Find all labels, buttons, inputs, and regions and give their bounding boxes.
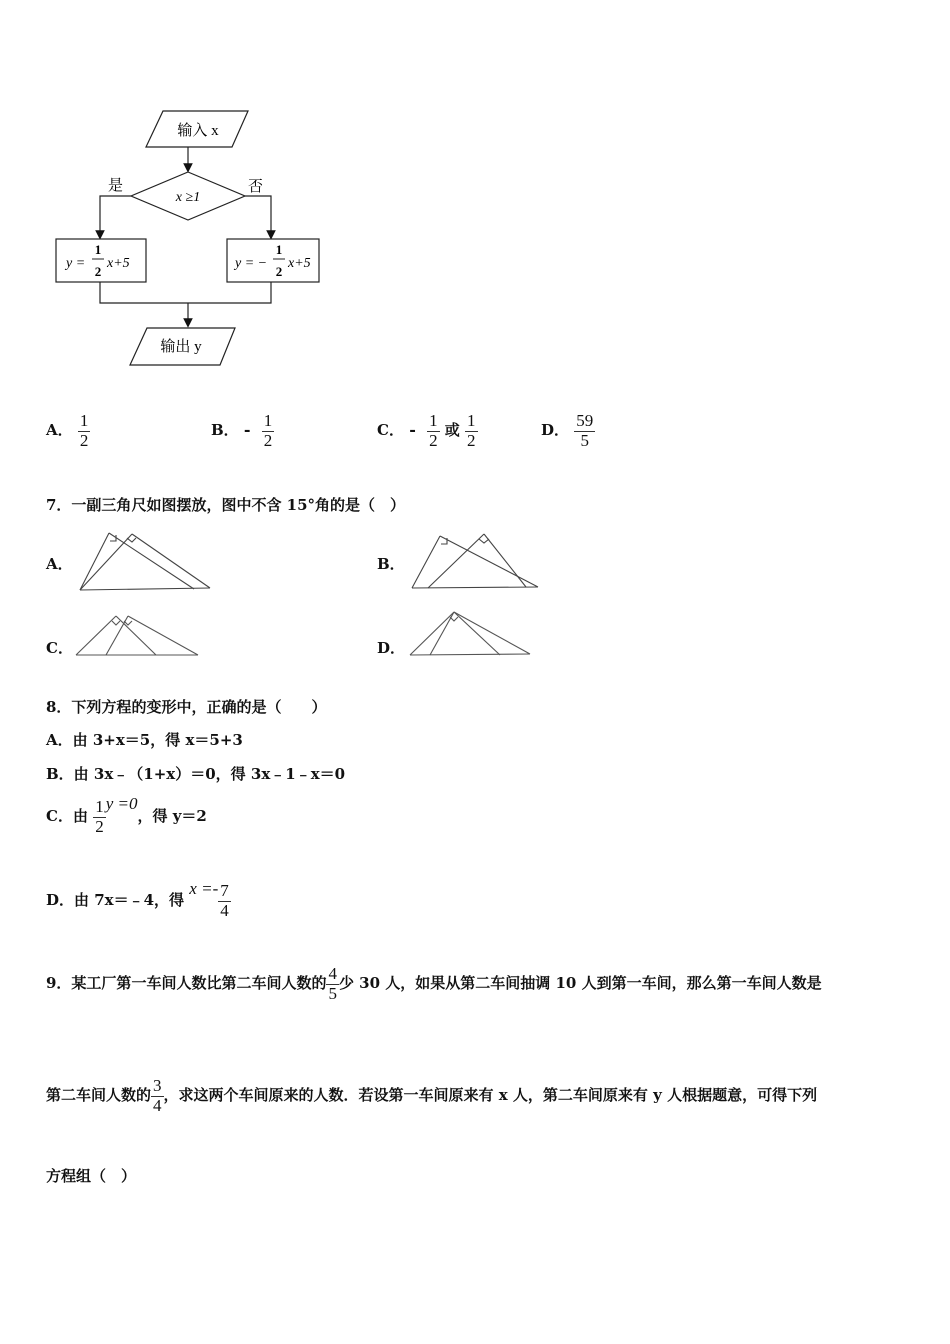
q7-a-label: A． [46,555,73,573]
q8-stem: 8．下列方程的变形中，正确的是（ ） [46,698,327,716]
right-box-den: 2 [275,264,283,279]
left-box-rhs: x+5 [107,256,130,271]
q7-stem: 7．一副三角尺如图摆放，图中不含 15°角的是（ ） [46,496,406,514]
q6-option-c: C． - $\frac{1}{2}$ 或 $\frac{1}{2}$ [377,411,476,450]
right-box-lhs: y = − [235,256,268,271]
q7-d-label: D． [377,639,406,657]
q9-line-1: 9．某工厂第一车间人数比第二车间人数的 $\frac{4}{5}$ 少 30 人，如果从第二车间抽调 10 人到第一车间，那么第一车间人数是 [46,964,822,1003]
left-box-lhs: y = [66,256,86,271]
q7-figure-a [76,528,216,594]
flowchart-no-label: 否 [248,179,264,195]
q6-option-d [541,412,595,450]
q8-c-fraction: $\frac{1}{2}$ [95,797,104,836]
q6-option-a [46,412,90,450]
flowchart [50,100,340,380]
right-box-num: 1 [275,242,283,257]
q9-fraction-4-5: $\frac{4}{5}$ [328,964,337,1003]
left-box-num: 1 [94,242,102,257]
flowchart-output-text: 输出 y [160,339,202,355]
q7-figure-d [406,607,536,661]
q9-line-2: 第二车间人数的 $\frac{3}{4}$ ，求这两个车间原来的人数．若设第一车间原来有 x 人，第二车间原来有 y 人根据题意，可得下列 [46,1076,818,1115]
left-box-den: 2 [94,264,102,279]
q6-c-label: C． [377,421,404,440]
q9-fraction-3-4: $\frac{3}{4}$ [153,1076,162,1115]
q6-option-b: B． - $\frac{1}{2}$ [211,411,273,450]
q8-option-c: C．由 $\frac{1}{2}$ y =0，得 y＝2 [46,794,207,836]
flowchart-condition-text: x ≥1 [175,190,201,205]
q7-figure-c [72,611,202,659]
q6-d-label: D． [541,421,570,440]
q6-b-label: B． [211,421,239,440]
q6-a-fraction: $\frac{1}{2}$ [79,411,89,450]
flowchart-yes-label: 是 [108,178,124,194]
q7-b-label: B． [377,555,405,573]
q8-d-fraction: $\frac{7}{4}$ [220,881,229,920]
q8-option-d: D．由 7x＝﹣4，得 x =- $\frac{7}{4}$ [46,879,229,920]
q6-b-fraction: $\frac{1}{2}$ [263,411,273,450]
right-box-rhs: x+5 [288,256,311,271]
flowchart-input-text: 输入 x [177,123,219,139]
q7-c-label: C． [46,639,73,657]
q8-option-b: B．由 3x﹣（1+x）＝0，得 3x﹣1﹣x＝0 [46,765,346,783]
q6-d-fraction: $\frac{59}{5}$ [576,411,594,450]
q9-line-3: 方程组（ ） [46,1167,137,1185]
q7-figure-b [408,530,544,592]
q6-a-label: A． [46,421,73,440]
q8-option-a: A．由 3+x＝5，得 x＝5+3 [46,731,243,749]
